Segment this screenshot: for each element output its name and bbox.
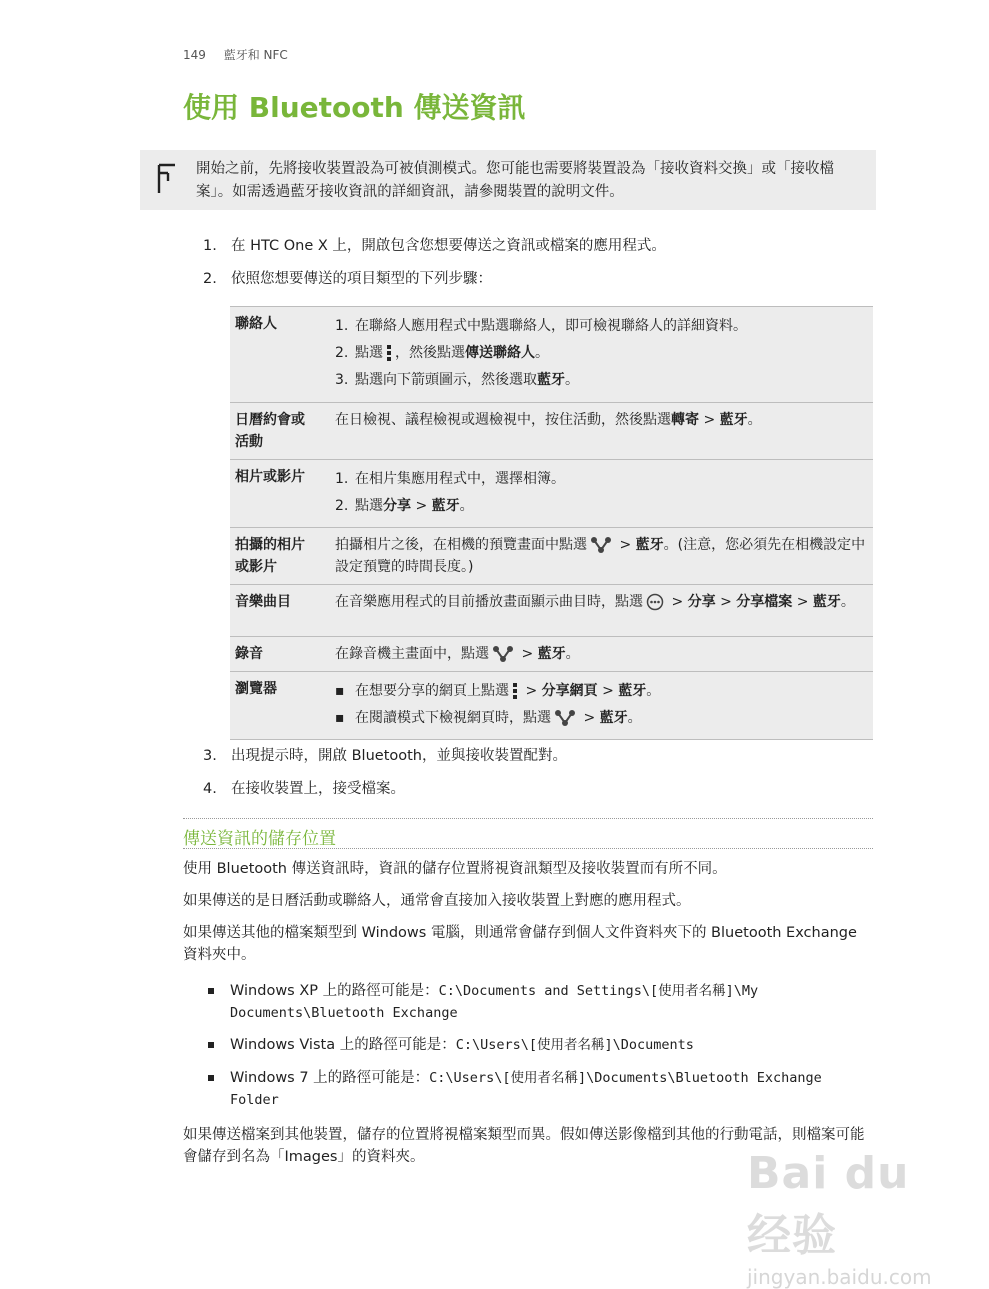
row-head-line: 拍攝的相片 <box>235 537 305 553</box>
row-head: 錄音 <box>230 637 331 672</box>
watermark-logo-text: Bai du 经验 <box>747 1148 910 1261</box>
row-text: 拍攝相片之後，在相機的預覽畫面中點選 <box>335 537 587 553</box>
substep-bold: 分享 <box>383 498 411 514</box>
bullet-label: Windows Vista 上的路徑可能是： <box>230 1037 456 1053</box>
file-path: C:\Users\[使用者名稱]\Documents <box>455 1037 694 1053</box>
row-body <box>331 528 873 585</box>
row-text: 在日檢視、議程檢視或週檢視中，按住活動，然後點選 <box>335 412 671 428</box>
send-methods-table <box>230 306 873 740</box>
table-row-contacts <box>230 307 873 403</box>
share-icon <box>590 536 612 554</box>
substep <box>335 493 869 520</box>
page-header <box>183 46 288 63</box>
substep-text: 。 <box>459 498 474 514</box>
section-divider-bottom <box>183 848 873 849</box>
table-row-recording <box>230 637 873 672</box>
row-text: 在閱讀模式下檢視網頁時，點選 <box>355 710 551 726</box>
more-circle-icon <box>646 593 664 611</box>
substep <box>335 340 869 367</box>
substep <box>335 313 869 340</box>
substep-number: 2. <box>335 498 349 514</box>
row-text: > <box>579 710 600 726</box>
note-text: 開始之前，先將接收裝置設為可被偵測模式。您可能也需要將裝置設為「接收資料交換」或「接收檔案」。如需透過藍牙接收資訊的詳細資訊，請參閱裝置的說明文件。 <box>196 161 834 200</box>
row-text: > <box>792 594 813 610</box>
chapter-name: 藍牙和 NFC <box>223 48 288 62</box>
step-4 <box>203 778 405 800</box>
bullet-marker <box>208 988 214 994</box>
row-body <box>331 637 873 672</box>
section-divider-top <box>183 818 873 819</box>
path-bullet <box>208 1034 868 1056</box>
substep-text: ，然後點選 <box>395 345 465 361</box>
row-text: 。(注意，您必須先在相機設定中設定預覽的時間長度。) <box>335 537 866 575</box>
substep <box>335 466 869 493</box>
row-text: 。 <box>840 594 855 610</box>
substep <box>335 367 869 394</box>
row-body <box>331 403 873 460</box>
substep-text: 。 <box>535 345 549 361</box>
bullet-marker: ▪ <box>335 710 345 726</box>
row-head-line: 或影片 <box>235 559 277 575</box>
step-text: 在接收裝置上，接受檔案。 <box>231 781 405 797</box>
row-bold: 分享網頁 <box>541 683 598 699</box>
row-bold: 藍牙 <box>537 646 566 662</box>
row-body <box>331 672 873 740</box>
table-row-calendar <box>230 403 873 460</box>
step-text: 出現提示時，開啟 Bluetooth，並與接收裝置配對。 <box>231 748 567 764</box>
menu-dots-vertical-icon <box>512 682 518 700</box>
bullet-label: Windows 7 上的路徑可能是： <box>230 1070 430 1086</box>
row-text: 在想要分享的網頁上點選 <box>355 683 509 699</box>
row-bold: 藍牙 <box>599 710 628 726</box>
substep-number: 1. <box>335 318 349 334</box>
row-bold: 分享 <box>687 594 716 610</box>
row-text: 。 <box>565 646 580 662</box>
bullet-marker <box>208 1075 214 1081</box>
row-text: > <box>667 594 688 610</box>
row-head <box>230 528 331 585</box>
paragraph: 如果傳送的是日曆活動或聯絡人，通常會直接加入接收裝置上對應的應用程式。 <box>183 893 691 909</box>
row-bold: 藍牙 <box>635 537 664 553</box>
step-text: 在 HTC One X 上，開啟包含您想要傳送之資訊或檔案的應用程式。 <box>231 238 666 254</box>
row-head: 音樂曲目 <box>230 585 331 637</box>
row-bold: 藍牙 <box>812 594 841 610</box>
row-text: 。 <box>627 710 642 726</box>
row-body <box>331 460 873 528</box>
row-text: > <box>517 646 538 662</box>
paragraph: 使用 Bluetooth 傳送資訊時，資訊的儲存位置將視資訊類型及接收裝置而有所不同。 <box>183 861 727 877</box>
paragraph: 如果傳送其他的檔案類型到 Windows 電腦，則通常會儲存到個人文件資料夾下的 Bluetooth Exchange 資料夾中。 <box>183 925 857 963</box>
section-title: 傳送資訊的儲存位置 <box>183 829 336 849</box>
paragraph: 如果傳送檔案到其他裝置，儲存的位置將視檔案類型而異。假如傳送影像檔到其他的行動電話，則檔案可能會儲存到名為「Images」的資料夾。 <box>183 1127 865 1165</box>
path-bullet <box>208 1067 868 1111</box>
page-number: 149 <box>183 48 206 62</box>
row-body <box>331 307 873 403</box>
row-text: > <box>715 594 737 610</box>
note-box <box>140 150 876 210</box>
row-bold: 分享檔案 <box>736 594 793 610</box>
substep-text: 在聯絡人應用程式中點選聯絡人，即可檢視聯絡人的詳細資料。 <box>355 318 747 334</box>
substep-text: 點選 <box>355 345 383 361</box>
file-path: C:\Users\[使用者名稱]\Documents\Bluetooth Exchange Folder <box>230 1070 822 1108</box>
table-row-captured <box>230 528 873 585</box>
bullet-marker <box>208 1042 214 1048</box>
path-bullet <box>208 980 868 1024</box>
row-bold: 藍牙 <box>719 412 748 428</box>
share-icon <box>554 709 576 727</box>
substep-text: 。 <box>565 372 579 388</box>
row-text: > <box>521 683 542 699</box>
row-text: 在錄音機主畫面中，點選 <box>335 646 489 662</box>
substep-bold: 藍牙 <box>537 372 565 388</box>
row-text: > <box>597 683 619 699</box>
row-body <box>331 585 873 637</box>
step-number: 3. <box>203 748 217 764</box>
file-path: C:\Documents and Settings\[使用者名稱]\My Documents\Bluetooth Exchange <box>230 983 759 1021</box>
row-text: 。 <box>747 412 762 428</box>
substep-text: > <box>411 498 432 514</box>
table-row-browser <box>230 672 873 740</box>
watermark-url: jingyan.baidu.com <box>747 1265 932 1289</box>
table-row-photos <box>230 460 873 528</box>
row-head: 聯絡人 <box>230 307 331 403</box>
row-head-line: 日曆約會或 <box>235 412 305 428</box>
substep-text: 點選 <box>355 498 383 514</box>
bullet-item <box>335 678 869 705</box>
table-row-music <box>230 585 873 637</box>
step-number: 2. <box>203 271 217 287</box>
step-2 <box>203 268 492 290</box>
substep-bold: 傳送聯絡人 <box>465 345 535 361</box>
row-text: > <box>699 412 720 428</box>
bullet-label: Windows XP 上的路徑可能是： <box>230 983 439 999</box>
row-bold: 藍牙 <box>618 683 647 699</box>
menu-dots-vertical-icon <box>386 344 392 362</box>
page-title: 使用 Bluetooth 傳送資訊 <box>183 91 526 124</box>
substep-text: 點選向下箭頭圖示，然後選取 <box>355 372 537 388</box>
row-text: 。 <box>646 683 661 699</box>
row-head: 瀏覽器 <box>230 672 331 740</box>
row-head <box>230 403 331 460</box>
row-text: > <box>615 537 636 553</box>
step-number: 1. <box>203 238 217 254</box>
row-head-line: 活動 <box>235 434 263 450</box>
step-text: 依照您想要傳送的項目類型的下列步驟： <box>231 271 492 287</box>
step-3 <box>203 745 567 767</box>
bullet-marker: ▪ <box>335 683 345 699</box>
step-1 <box>203 235 666 257</box>
substep-number: 2. <box>335 345 349 361</box>
row-head: 相片或影片 <box>230 460 331 528</box>
note-flag-icon <box>156 161 178 195</box>
substep-bold: 藍牙 <box>431 498 460 514</box>
step-number: 4. <box>203 781 217 797</box>
row-bold: 轉寄 <box>671 412 699 428</box>
baidu-watermark <box>747 1148 937 1289</box>
bullet-item <box>335 705 869 732</box>
substep-text: 在相片集應用程式中，選擇相簿。 <box>355 471 565 487</box>
substep-number: 3. <box>335 372 349 388</box>
substep-number: 1. <box>335 471 349 487</box>
row-text: 在音樂應用程式的目前播放畫面顯示曲目時，點選 <box>335 594 643 610</box>
share-icon <box>492 645 514 663</box>
